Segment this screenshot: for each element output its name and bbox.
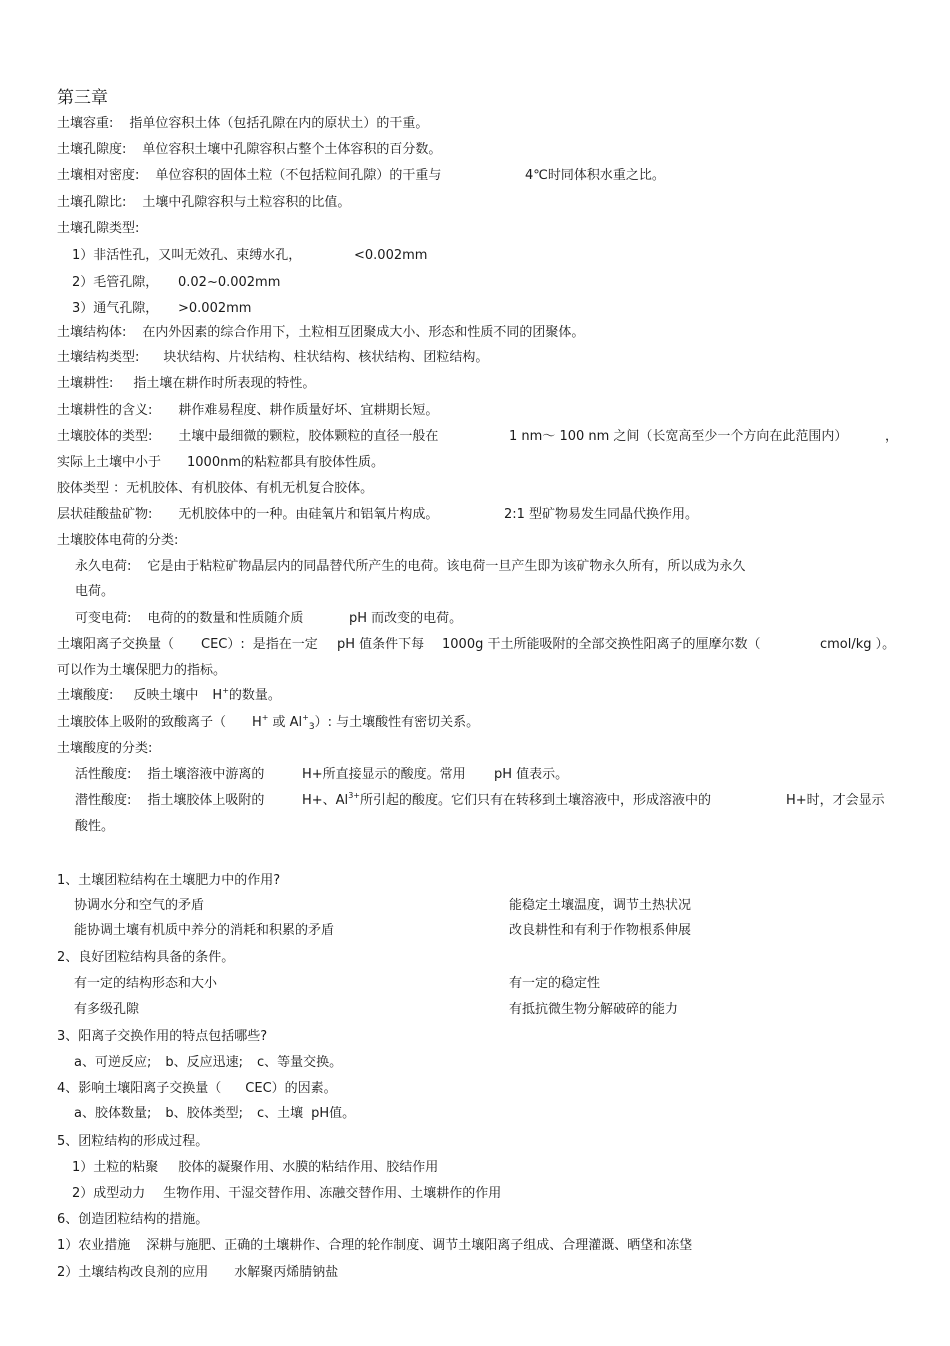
def-active-acid-c: pH 值表示。 xyxy=(494,767,569,782)
def-var-charge: 可变电荷: 电荷的的数量和性质随介质 xyxy=(75,611,304,626)
colloid-cont: 实际上土壤中小于 1000nm的粘粒都具有胶体性质。 xyxy=(57,455,385,470)
def-cec-d: pH 值条件下每 xyxy=(337,637,425,652)
q5-item-2: 2）成型动力 生物作用、干湿交替作用、冻融交替作用、土壤耕作的作用 xyxy=(72,1186,502,1201)
pore-type-3: 3）通气孔隙， xyxy=(72,301,159,316)
def-potential-acid-b: H+、$Al^{3+}$所引起的酸度。它们只有在转移到土壤溶液中，形成溶液中的 xyxy=(302,791,711,808)
def-cec-f: cmol/kg ）。 xyxy=(820,637,896,652)
def-acidity-types: 土壤酸度的分类: xyxy=(57,741,153,756)
def-cec-a: 土壤阳离子交换量（ xyxy=(57,637,175,652)
def-cec-e: 1000g 干土所能吸附的全部交换性阳离子的厘摩尔数（ xyxy=(442,637,761,652)
def-active-acid-b: H+所直接显示的酸度。常用 xyxy=(302,767,466,782)
q1-title: 1、土壤团粒结构在土壤肥力中的作用? xyxy=(57,873,281,888)
q3-answers: a、可逆反应; b、反应迅速; c、等量交换。 xyxy=(74,1055,343,1070)
q2-left-2: 有多级孔隙 xyxy=(74,1002,140,1017)
def-var-charge-2: pH 而改变的电荷。 xyxy=(349,611,463,626)
def-structure-types: 土壤结构类型: 块状结构、片状结构、柱状结构、核状结构、团粒结构。 xyxy=(57,350,489,365)
def-charge: 土壤胶体电荷的分类: xyxy=(57,533,179,548)
pore-type-3-size: >0.002mm xyxy=(178,301,252,316)
def-colloid-kind: 胶体类型 ：无机胶体、有机胶体、有机无机复合胶体。 xyxy=(57,481,374,496)
q2-right-1: 有一定的稳定性 xyxy=(509,976,601,991)
def-potential-acid-d: H+时，才会显示 xyxy=(786,793,885,808)
def-colloid-types: 土壤胶体的类型: 土壤中最细微的颗粒，胶体颗粒的直径一般在 xyxy=(57,429,439,444)
q5-item-1: 1）土粒的粘聚 胶体的凝聚作用、水膜的粘结作用、胶结作用 xyxy=(72,1160,439,1175)
colloid-comma: ， xyxy=(885,429,899,444)
colloid-size-range: 1 nm～ 100 nm 之间（长宽高至少一个方向在此范围内） xyxy=(509,429,848,444)
def-active-acid: 活性酸度: 指土壤溶液中游离的 xyxy=(75,767,265,782)
q2-right-2: 有抵抗微生物分解破碎的能力 xyxy=(509,1002,679,1017)
q6-title: 6、创造团粒结构的措施。 xyxy=(57,1212,209,1227)
q4-answers: a、胶体数量; b、胶体类型; c、土壤 pH值。 xyxy=(74,1106,356,1121)
def-potential-acid-cont: 酸性。 xyxy=(75,819,115,834)
pore-type-2-size: 0.02~0.002mm xyxy=(178,275,281,290)
q1-right-2: 改良耕性和有利于作物根系伸展 xyxy=(509,923,692,938)
q3-title: 3、阳离子交换作用的特点包括哪些? xyxy=(57,1029,268,1044)
def-pore-ratio: 土壤孔隙比: 土壤中孔隙容积与土粒容积的比值。 xyxy=(57,195,351,210)
def-tillage-meaning: 土壤耕性的含义: 耕作难易程度、耕作质量好坏、宜耕期长短。 xyxy=(57,403,439,418)
q2-left-1: 有一定的结构形态和大小 xyxy=(74,976,218,991)
q2-title: 2、良好团粒结构具备的条件。 xyxy=(57,950,235,965)
pore-type-1: 1）非活性孔，又叫无效孔、束缚水孔， xyxy=(72,248,302,263)
def-potential-acid: 潜性酸度: 指土壤胶体上吸附的 xyxy=(75,793,265,808)
q5-title: 5、团粒结构的形成过程。 xyxy=(57,1134,209,1149)
def-acidity: 土壤酸度: 反映土壤中 H+的数量。 xyxy=(57,686,281,703)
pore-type-2: 2）毛管孔隙， xyxy=(72,275,159,290)
def-structure: 土壤结构体: 在内外因素的综合作用下，土粒相互团聚成大小、形态和性质不同的团聚体。 xyxy=(57,325,585,340)
q4-title: 4、影响土壤阳离子交换量（ CEC）的因素。 xyxy=(57,1081,337,1096)
def-layered-2: 2:1 型矿物易发生同晶代换作用。 xyxy=(504,507,699,522)
pore-type-1-size: <0.002mm xyxy=(354,248,428,263)
def-porosity: 土壤孔隙度: 单位容积土壤中孔隙容积占整个土体容积的百分数。 xyxy=(57,142,442,157)
def-perm-charge: 永久电荷: 它是由于粘粒矿物晶层内的同晶替代所产生的电荷。该电荷一旦产生即为该矿物永久所有，所以成为永久 xyxy=(75,559,746,574)
def-relative-density: 土壤相对密度: 单位容积的固体土粒（不包括粒间孔隙）的干重与 xyxy=(57,168,442,183)
def-pore-types: 土壤孔隙类型: xyxy=(57,221,140,236)
def-cec-cont: 可以作为土壤保肥力的指标。 xyxy=(57,663,227,678)
def-relative-density-2: 4℃时同体积水重之比。 xyxy=(525,168,665,183)
def-perm-charge-cont: 电荷。 xyxy=(75,584,115,599)
q6-item-2: 2）土壤结构改良剂的应用 水解聚丙烯腈钠盐 xyxy=(57,1265,339,1280)
def-bulk-density: 土壤容重: 指单位容积土体（包括孔隙在内的原状土）的干重。 xyxy=(57,116,429,131)
def-cec-b: CEC）: 是指在一定 xyxy=(201,637,318,652)
def-tillage: 土壤耕性: 指土壤在耕作时所表现的特性。 xyxy=(57,376,316,391)
q6-item-1: 1）农业措施 深耕与施肥、正确的土壤耕作、合理的轮作制度、调节土壤阳离子组成、合理灌溉、晒垡和冻垡 xyxy=(57,1238,693,1253)
def-acid-ions: 土壤胶体上吸附的致酸离子（ H+ 或 $Al^+_3$）: 与土壤酸性有密切关系。 xyxy=(57,713,480,732)
q1-left-1: 协调水分和空气的矛盾 xyxy=(74,898,205,913)
chapter-title: 第三章 xyxy=(57,88,108,108)
q1-right-1: 能稳定土壤温度，调节土热状况 xyxy=(509,898,692,913)
q1-left-2: 能协调土壤有机质中养分的消耗和积累的矛盾 xyxy=(74,923,335,938)
def-layered: 层状硅酸盐矿物: 无机胶体中的一种。由硅氧片和铝氧片构成。 xyxy=(57,507,439,522)
